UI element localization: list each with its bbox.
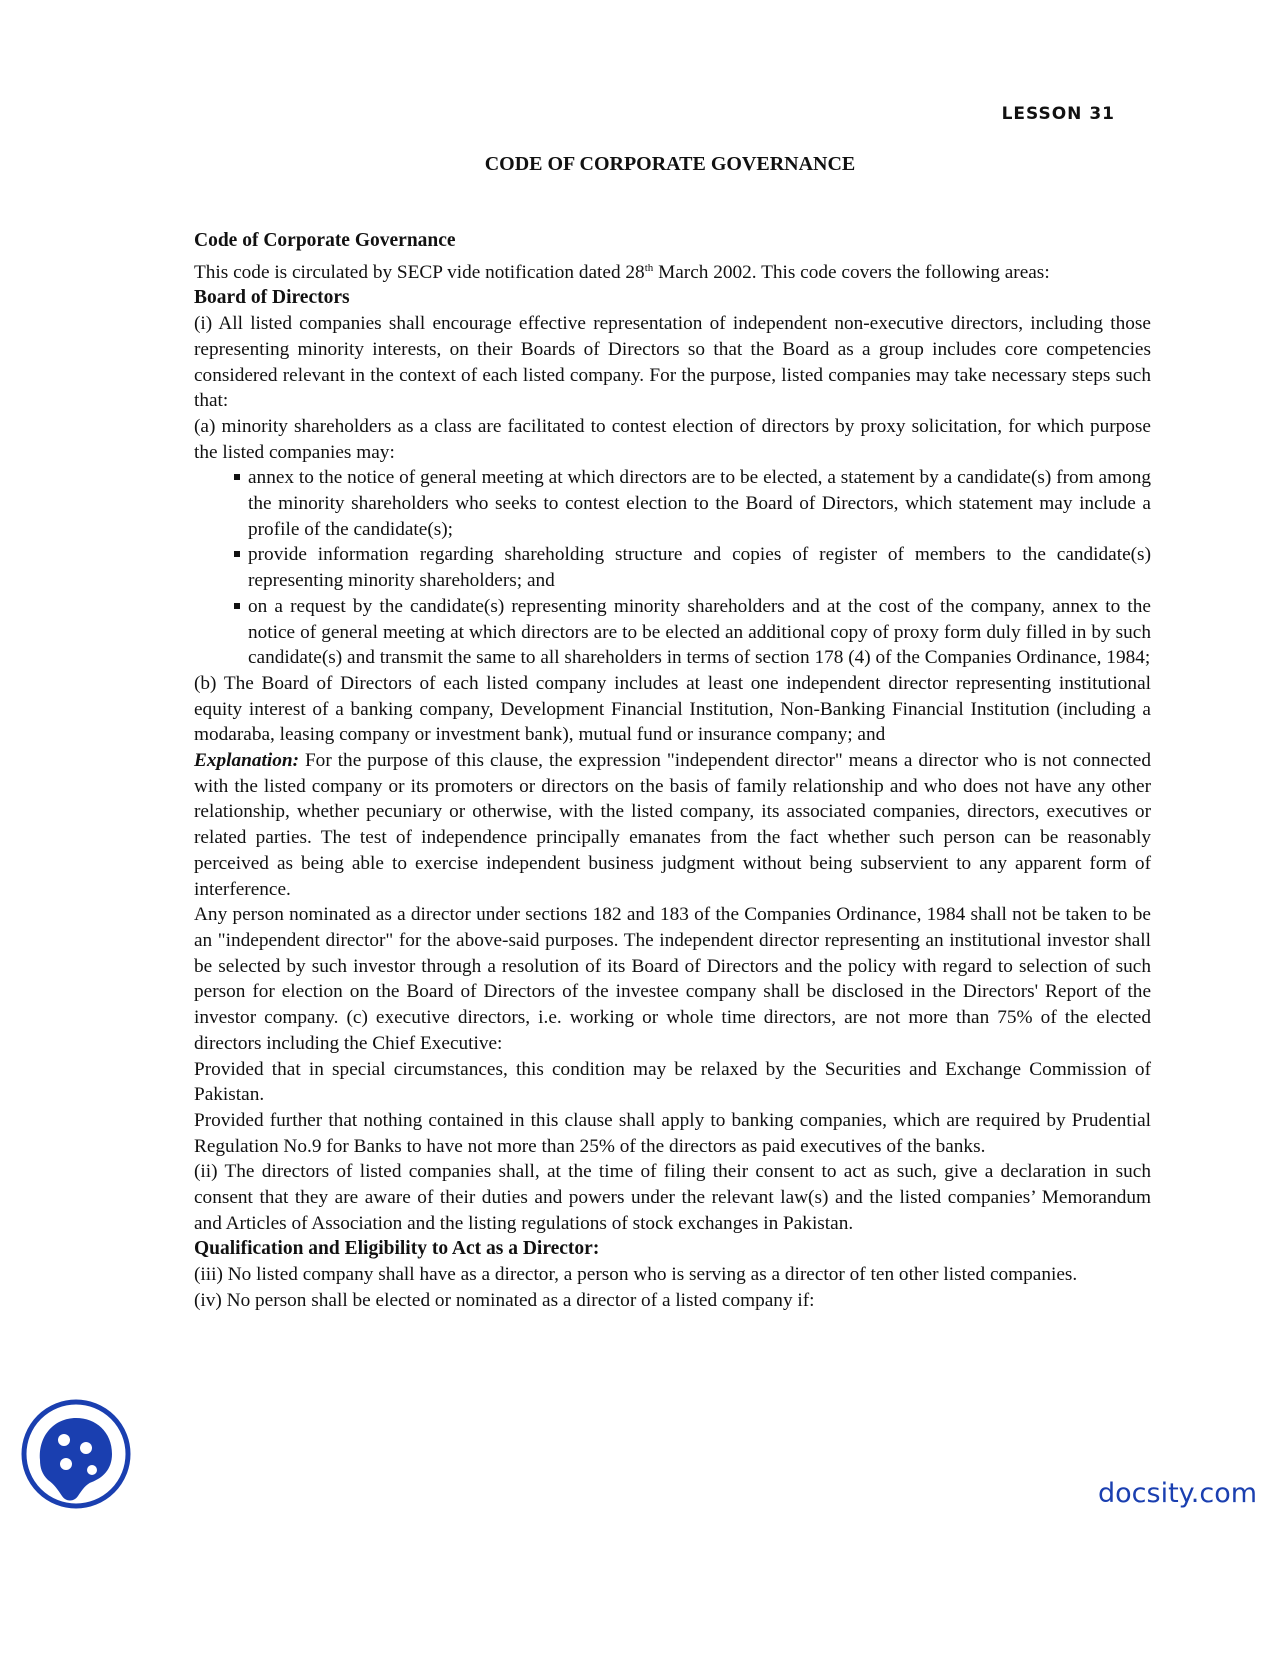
list-item: provide information regarding shareholding structure and copies of register of members to the candidate(s) representing minority shareholders; and: [234, 542, 1151, 593]
paragraph-iii: (iii) No listed company shall have as a director, a person who is serving as a director of ten other listed companies.: [194, 1264, 1078, 1286]
paragraph-iv: (iv) No person shall be elected or nominated as a director of a listed company if:: [194, 1289, 815, 1311]
docsity-logo-icon[interactable]: [20, 1398, 132, 1510]
document-body: [194, 228, 1151, 1314]
heading-code: Code of Corporate Governance: [194, 230, 456, 251]
paragraph-provided-1: Provided that in special circumstances, this condition may be relaxed by the Securities and Exchange Commission of Pakistan.: [194, 1058, 1151, 1106]
heading-board: Board of Directors: [194, 287, 350, 309]
intro-text-pre: This code is circulated by SECP vide notification dated 28: [194, 261, 645, 283]
paragraph-any-person: Any person nominated as a director under sections 182 and 183 of the Companies Ordinance, 1984 shall not be taken to be an "independent director" for the above-said purposes. The independent director representing an institutional investor shall be selected by such investor through a resolution of its Board of Directors and the policy with regard to selection of such person for election on the Board of Directors of the investee company shall be disclosed in the Directors' Report of the investor company. (c) executive directors, i.e. working or whole time directors, are not more than 75% of the elected directors including the Chief Executive:: [194, 904, 1151, 1054]
paragraph-b: (b) The Board of Directors of each listed company includes at least one independent director representing institutional equity interest of a banking company, Development Financial Institution, Non-Banking Financial Institution (including a modaraba, leasing company or investment bank), mutual fund or insurance company; and: [194, 672, 1151, 746]
list-item: on a request by the candidate(s) representing minority shareholders and at the cost of the company, annex to the notice of general meeting at which directors are to be elected an additional copy of proxy form duly filled in by such candidate(s) and transmit the same to all shareholders in terms of section 178 (4) of the Companies Ordinance, 1984;: [234, 594, 1151, 671]
explanation-paragraph: [194, 748, 1151, 902]
explanation-text: For the purpose of this clause, the expression "independent director" means a director who is not connected with the listed company or its promoters or directors on the basis of family relationship and who does not have any other relationship, whether pecuniary or otherwise, with the listed company, its associated companies, directors, executives or related parties. The test of independence principally emanates from the fact whether such person can be reasonably perceived as being able to exercise independent business judgment without being subservient to any apparent form of interference.: [194, 750, 1151, 900]
document-title: CODE OF CORPORATE GOVERNANCE: [484, 153, 856, 175]
paragraph-a: (a) minority shareholders as a class are facilitated to contest election of directors by proxy solicitation, for which purpose the listed companies may:: [194, 415, 1151, 463]
paragraph-ii: (ii) The directors of listed companies shall, at the time of filing their consent to act as such, give a declaration in such consent that they are aware of their duties and powers under the relevant law(s) and the listed companies’ Memorandum and Articles of Association and the listing regulations of stock exchanges in Pakistan.: [194, 1161, 1151, 1234]
docsity-brand-link[interactable]: docsity.com: [1098, 1478, 1258, 1509]
intro-superscript: th: [644, 261, 654, 274]
heading-qualification: Qualification and Eligibility to Act as a Director:: [194, 1238, 600, 1260]
explanation-label: Explanation:: [194, 750, 300, 772]
paragraph-provided-2: Provided further that nothing contained in this clause shall apply to banking companies, which are required by Prudential Regulation No.9 for Banks to have not more than 25% of the directors as paid executives of the banks.: [194, 1109, 1151, 1157]
paragraph-i: (i) All listed companies shall encourage effective representation of independent non-executive directors, including those representing minority interests, on their Boards of Directors so that the Board as a group includes core competencies considered relevant in the context of each listed company. For the purpose, listed companies may take necessary steps such that:: [194, 313, 1151, 412]
bullet-list: [194, 465, 1151, 671]
list-item: annex to the notice of general meeting at which directors are to be elected, a statement by a candidate(s) from among the minority shareholders who seeks to contest election to the Board of Directors, which statement may include a profile of the candidate(s);: [234, 465, 1151, 542]
intro-paragraph: [194, 260, 1151, 286]
intro-text-post: March 2002. This code covers the following areas:: [653, 261, 1050, 283]
lesson-number: LESSON 31: [1001, 104, 1115, 124]
